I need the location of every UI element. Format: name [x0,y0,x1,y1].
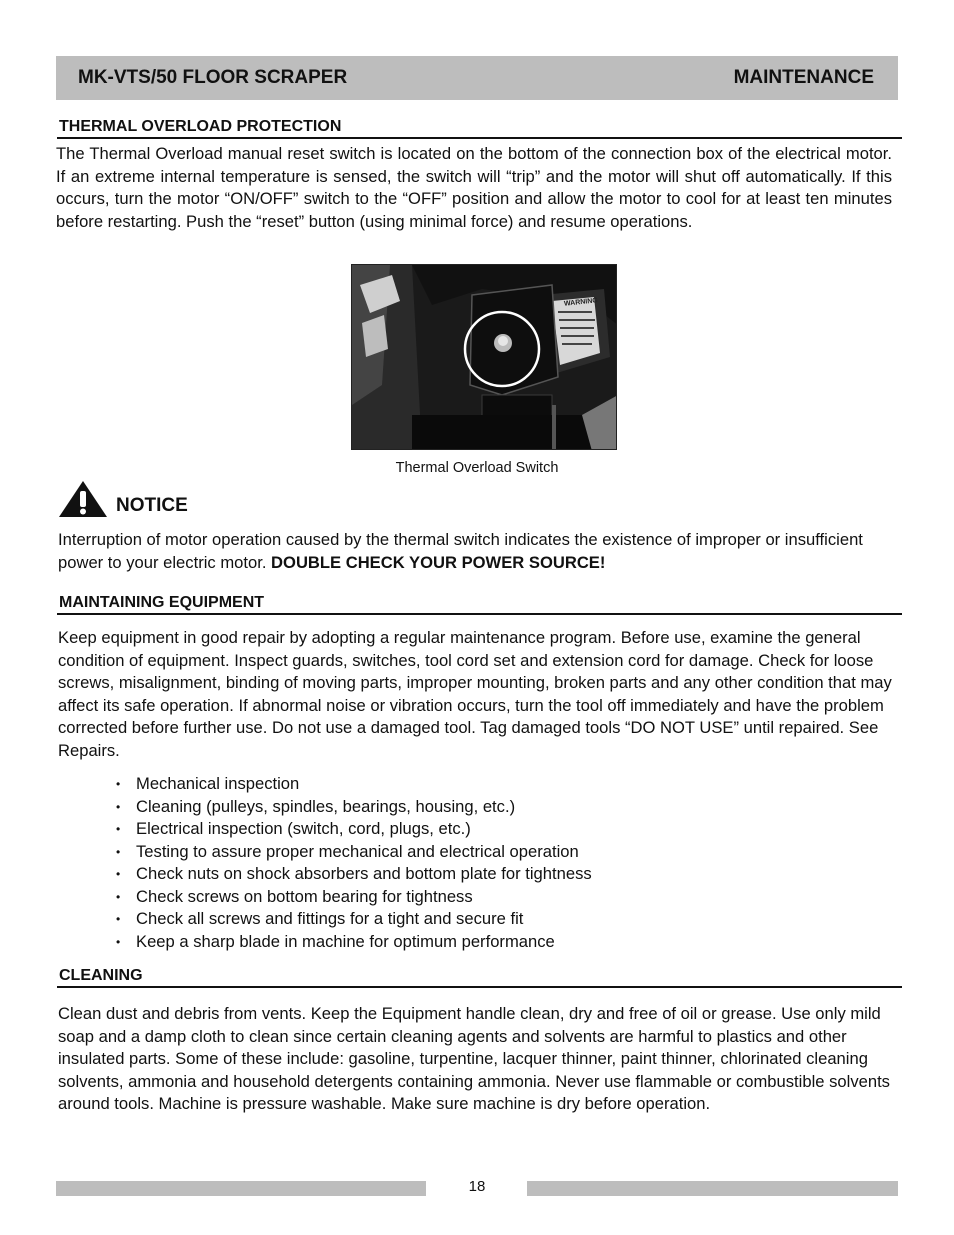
cleaning-body: Clean dust and debris from vents. Keep the Equipment handle clean, dry and free of oil or grease. Use only mild soap and a damp cloth to clean since certain cleaning agents and solvents are harmful to plastics and other insulated parts. Some of these include: gasoline, turpentine, lacquer thinner, paint thinner, chlorinated cleaning solvents, ammonia and household detergents containing ammonia. Never use flammable or combustible solvents around tools. Machine is pressure washable. Make sure machine is dry before operation. [58,1004,890,1113]
checklist-item: • Cleaning (pulleys, spindles, bearings, housing, etc.) [116,796,592,819]
checklist-item: • Keep a sharp blade in machine for optimum performance [116,931,592,954]
checklist-item: • Check all screws and fittings for a tight and secure fit [116,908,592,931]
notice-body [58,529,900,574]
page-number: 18 [468,1178,486,1195]
photo-illustration [352,265,617,450]
photo-warning-label: WARNING [563,297,599,308]
maintaining-heading: MAINTAINING EQUIPMENT [57,593,902,615]
maintaining-body: Keep equipment in good repair by adopting a regular maintenance program. Before use, examine the general condition of equipment. Inspect guards, switches, tool cord set and extension cord for damage. Check for loose screws, misalignment, binding of moving parts, improper mounting, broken parts and any other condition that may affect its safe operation. If abnormal noise or vibration occurs, turn the tool off immediately and have the problem corrected before further use. Do not use a damaged tool. Tag damaged tools “DO NOT USE” until repaired. See Repairs. [58,628,892,760]
footer-bar-right [527,1181,898,1196]
checklist-item: • Mechanical inspection [116,773,592,796]
cleaning-heading: CLEANING [57,966,902,988]
manual-title: MK-VTS/50 FLOOR SCRAPER [78,67,348,88]
warning-triangle-icon [58,480,108,518]
notice-text: Interruption of motor operation caused by the thermal switch indicates the existence of improper or insufficient power to your electric motor. [58,530,863,572]
photo-caption: Thermal Overload Switch [395,460,559,476]
checklist-item: • Electrical inspection (switch, cord, plugs, etc.) [116,818,592,841]
notice-emphasis: DOUBLE CHECK YOUR POWER SOURCE! [271,552,606,572]
thermal-heading: THERMAL OVERLOAD PROTECTION [57,117,902,139]
checklist-item: • Check nuts on shock absorbers and bottom plate for tightness [116,863,592,886]
notice-block [58,480,188,518]
thermal-body: The Thermal Overload manual reset switch is located on the bottom of the connection box of the electrical motor. If an extreme internal temperature is sensed, the switch will “trip” and the motor will shut off automatically. If this occurs, turn the motor “ON/OFF” switch to the “OFF” position and allow the motor to cool for at least ten minutes before restarting. Push the “reset” button (using minimal force) and resume operations. [56,144,892,231]
chapter-title: MAINTENANCE [733,67,874,88]
footer-bar-left [56,1181,426,1196]
notice-label: NOTICE [116,495,188,516]
checklist-item: • Testing to assure proper mechanical and electrical operation [116,841,592,864]
page-header [56,56,898,100]
maintenance-checklist [116,773,592,953]
thermal-switch-photo [351,264,617,450]
checklist-item: • Check screws on bottom bearing for tightness [116,886,592,909]
